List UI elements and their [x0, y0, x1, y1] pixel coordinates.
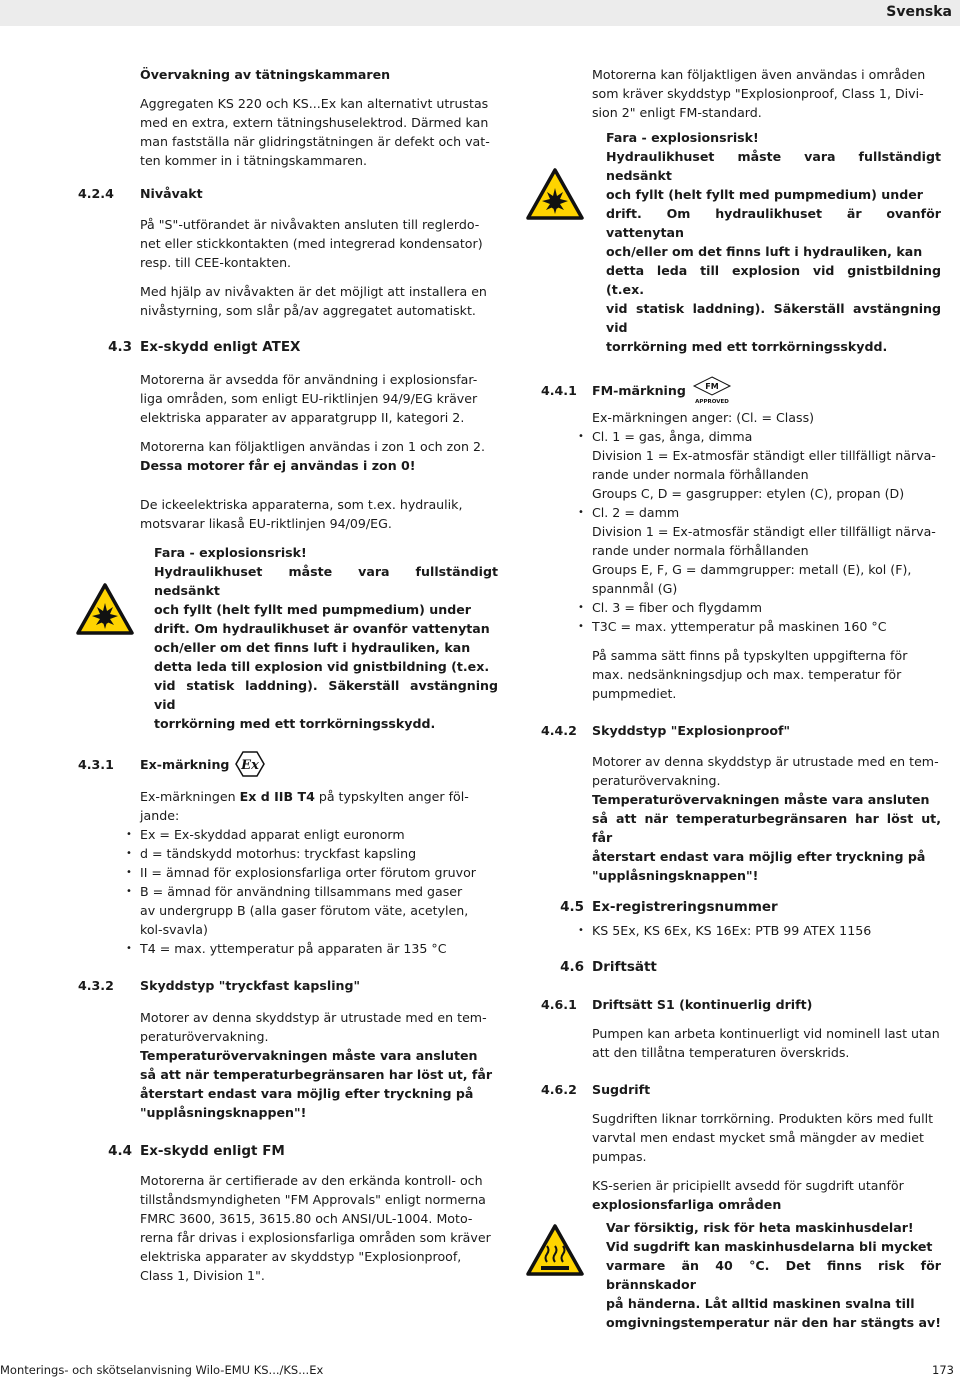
section-title: Skyddstyp "Explosionproof" [592, 723, 791, 738]
text-line: Groups C, D = gasgrupper: etylen (C), propan (D) [592, 486, 905, 501]
tätning-text [140, 94, 498, 170]
section-heading-4-5 [541, 898, 941, 917]
list-item: • Ex = Ex-skyddad apparat enligt euronorm [140, 825, 498, 844]
section-heading-4-4-2 [541, 721, 941, 740]
text-line: Motorerna kan följaktligen användas i zon 1 och zon 2. [140, 439, 485, 454]
warning-line: på händerna. Låt alltid maskinen svalna till [606, 1296, 915, 1311]
warning-line: och fyllt (helt fyllt med pumpmedium) under [606, 187, 924, 202]
hot-surface-warning [592, 1218, 941, 1332]
list-item: • B = ämnad för användning tillsammans med gaser av undergrupp B (alla gaser förutom väte, acetylen, kol-svavla) [140, 882, 480, 939]
warning-line: Var försiktig, risk för heta maskinhusdelar! [606, 1220, 914, 1235]
section-number: 4.3.2 [78, 978, 114, 993]
section-number: 4.3 [108, 339, 132, 355]
explosion-warning-icon [76, 583, 134, 635]
text-line: som kräver skyddstyp "Explosionproof, Class 1, Divi- [592, 86, 924, 101]
text-line: rande under normala förhållanden [592, 543, 809, 558]
tryckfast-text [140, 1008, 498, 1046]
ex-symbol-text: Ex [241, 758, 260, 773]
warning-line: torrkörning med ett torrkörningsskydd. [154, 716, 436, 731]
fm-marking-intro [592, 408, 941, 427]
warning-line: drift. Om hydraulikhuset är ovanför vattenytan [606, 206, 941, 240]
text-line: Division 1 = Ex-atmosfär ständigt eller tillfälligt närva- [592, 448, 936, 463]
ex-marking-intro [140, 787, 498, 825]
fm-approved-icon [692, 376, 732, 404]
section-number: 4.3.1 [78, 756, 114, 772]
warning-line: detta leda till explosion vid gnistbildning (t.ex. [606, 263, 941, 297]
text-line: så att när temperaturbegränsaren har löst ut, får [592, 811, 941, 845]
warning-line: vid statisk laddning). Säkerställ avstängning vid [154, 678, 498, 712]
text-line: rande under normala förhållanden [592, 467, 809, 482]
fm-continued-text [592, 65, 941, 122]
warning-line: varmare än 40 °C. Det finns risk för brännskador [606, 1258, 941, 1292]
nivåvakt-text-2 [140, 282, 498, 320]
text-line: elektriska apparater av apparatgrupp II, kategori 2. [140, 410, 465, 425]
warning-line: Hydraulikhuset måste vara fullständigt nedsänkt [606, 149, 941, 183]
text-line: "upplåsningsknappen"! [140, 1105, 307, 1120]
warning-line: Hydraulikhuset måste vara fullständigt nedsänkt [154, 564, 498, 598]
fm-marking-list [592, 427, 941, 636]
section-heading-4-6-1 [541, 995, 941, 1014]
warning-line: och/eller om det finns luft i hydrauliken, kan [606, 244, 923, 259]
text-line: • Cl. 2 = damm [592, 505, 680, 520]
warning-line: och fyllt (helt fyllt med pumpmedium) under [154, 602, 472, 617]
section-number: 4.5 [560, 899, 584, 915]
warning-line: drift. Om hydraulikhuset är ovanför vattenytan [154, 621, 490, 636]
section-heading-4-6-2 [541, 1080, 941, 1099]
section-number: 4.2.4 [78, 186, 114, 201]
text-line: nivåstyrning, som slår på/av aggregatet automatiskt. [140, 303, 476, 318]
section-title: Nivåvakt [140, 186, 203, 201]
explosionproof-text [592, 752, 941, 790]
atex-text-3 [140, 495, 498, 533]
text-line: spannmål (G) [592, 581, 678, 596]
list-item: • T3C = max. yttemperatur på maskinen 160 °C [592, 617, 941, 636]
text-line: så att när temperaturbegränsaren har löst ut, får [140, 1067, 493, 1082]
section-number: 4.4.1 [541, 382, 577, 398]
section-title: Ex-skydd enligt ATEX [140, 339, 301, 355]
fm-text [140, 1171, 498, 1285]
warning-line: omgivningstemperatur när den har stängts av! [606, 1315, 941, 1330]
section-heading-4-3-1 [78, 751, 498, 777]
list-item: • KS 5Ex, KS 6Ex, KS 16Ex: PTB 99 ATEX 1156 [592, 921, 941, 940]
fm-text-2 [592, 646, 941, 703]
section-title: Driftsätt [592, 959, 657, 975]
text-line: motsvarar likaså EU-riktlinjen 94/09/EG. [140, 516, 392, 531]
text-line: • Cl. 1 = gas, ånga, dimma [592, 429, 753, 444]
hot-surface-warning-icon [526, 1224, 584, 1276]
text-line: Pumpen kan arbeta kontinuerligt vid nominell last utan [592, 1026, 940, 1041]
section-title: Sugdrift [592, 1082, 651, 1097]
text-span: Ex-märkningen [140, 789, 240, 804]
ex-code: Ex d IIB T4 [239, 789, 315, 804]
page-number: 173 [932, 1363, 954, 1377]
section-title: Ex-märkning [140, 756, 230, 772]
tätning-title: Övervakning av tätningskammaren [140, 67, 391, 82]
ex-mark-icon [235, 751, 265, 777]
text-line: Aggregaten KS 220 och KS...Ex kan alternativt utrustas [140, 96, 489, 111]
explosion-warning-icon [526, 168, 584, 220]
list-item: • T4 = max. yttemperatur på apparaten är 135 °C [140, 939, 498, 958]
explosionproof-bold [592, 790, 941, 885]
section-title: Driftsätt S1 (kontinuerlig drift) [592, 997, 813, 1012]
s1-text [592, 1024, 941, 1062]
language-label: Svenska [886, 4, 952, 20]
text-line: max. nedsänkningsdjup och max. temperatur för [592, 667, 902, 682]
section-number: 4.4 [108, 1143, 132, 1159]
warning-line: vid statisk laddning). Säkerställ avstängning vid [606, 301, 941, 335]
section-number: 4.6.2 [541, 1082, 577, 1097]
section-heading-4-3-2 [78, 976, 498, 995]
sugdrift-text [592, 1109, 941, 1166]
text-line: Motorer av denna skyddstyp är utrustade med en tem- [592, 754, 939, 769]
text-line: jande: [140, 808, 180, 823]
text-line: Ex-märkningen anger: (Cl. = Class) [592, 410, 815, 425]
section-number: 4.4.2 [541, 723, 577, 738]
text-line: Temperaturövervakningen måste vara ansluten [140, 1048, 478, 1063]
text-line-bold: Dessa motorer får ej användas i zon 0! [140, 458, 416, 473]
text-line: liga områden, som enligt EU-riktlinjen 94/9/EG kräver [140, 391, 478, 406]
list-item: • Cl. 3 = fiber och flygdamm [592, 598, 941, 617]
header-bar [0, 0, 960, 26]
text-line-bold: explosionsfarliga områden [592, 1197, 782, 1212]
atex-text-2 [140, 437, 498, 475]
nivåvakt-text-1 [140, 215, 498, 272]
text-line: peraturövervakning. [140, 1029, 269, 1044]
warning-line: och/eller om det finns luft i hydrauliken, kan [154, 640, 471, 655]
text-line: net eller stickkontakten (med integrerad kondensator) [140, 236, 483, 251]
text-line: Motorerna kan följaktligen även användas i områden [592, 67, 926, 82]
text-line: med en extra, extern tätningshuselektrod. Därmed kan [140, 115, 489, 130]
text-line: pumpas. [592, 1149, 647, 1164]
fm-symbol-text: FM [705, 382, 719, 391]
warning-title: Fara - explosionsrisk! [606, 130, 759, 145]
text-line: Sugdriften liknar torrkörning. Produkten körs med fullt [592, 1111, 934, 1126]
text-line: På samma sätt finns på typskylten uppgifterna för [592, 648, 908, 663]
section-title: Ex-registreringsnummer [592, 899, 778, 915]
text-line: återstart endast vara möjlig efter tryckning på [592, 849, 926, 864]
explosion-warning-2 [592, 128, 941, 356]
tryckfast-bold [140, 1046, 498, 1122]
text-line: elektriska apparater av skyddstyp "Explosionproof, [140, 1249, 462, 1264]
warning-line: torrkörning med ett torrkörningsskydd. [606, 339, 888, 354]
section-title: Ex-skydd enligt FM [140, 1143, 285, 1159]
left-column [78, 65, 498, 1285]
list-item: • II = ämnad för explosionsfarliga orter förutom gruvor [140, 863, 498, 882]
text-line: "upplåsningsknappen"! [592, 868, 759, 883]
right-column [541, 65, 941, 1332]
text-line: Groups E, F, G = dammgrupper: metall (E), kol (F), [592, 562, 912, 577]
text-line: Motorerna är avsedda för användning i explosionsfar- [140, 372, 478, 387]
registration-list [592, 921, 941, 940]
section-title: Skyddstyp "tryckfast kapsling" [140, 978, 361, 993]
section-title: FM-märkning [592, 382, 686, 398]
section-heading-4-6 [541, 958, 941, 977]
warning-line: Vid sugdrift kan maskinhusdelarna bli mycket [606, 1239, 933, 1254]
text-line: Med hjälp av nivåvakten är det möjligt att installera en [140, 284, 487, 299]
sugdrift-text-2 [592, 1176, 941, 1214]
text-line: Temperaturövervakningen måste vara ansluten [592, 792, 930, 807]
text-line: På "S"-utförandet är nivåvakten ansluten till reglerdo- [140, 217, 480, 232]
section-heading-4-4-1 [541, 376, 941, 404]
explosion-warning-1 [140, 543, 498, 733]
warning-title: Fara - explosionsrisk! [154, 545, 307, 560]
text-line: varvtal men endast mycket små mängder av mediet [592, 1130, 924, 1145]
text-line: resp. till CEE-kontakten. [140, 255, 292, 270]
section-heading-4-4 [78, 1142, 498, 1161]
text-line: FMRC 3600, 3615, 3615.80 och ANSI/UL-1004. Moto- [140, 1211, 473, 1226]
list-item [592, 427, 941, 503]
fm-approved-text: APPROVED [695, 399, 729, 404]
section-heading-4-2-4 [78, 184, 498, 203]
text-line: peraturövervakning. [592, 773, 721, 788]
text-line: rerna får drivas i explosionsfarliga områden som kräver [140, 1230, 491, 1245]
text-line: Motorerna är certifierade av den erkända kontroll- och [140, 1173, 483, 1188]
section-number: 4.6 [560, 959, 584, 975]
list-item [592, 503, 941, 598]
text-line: De ickeelektriska apparaterna, som t.ex. hydraulik, [140, 497, 463, 512]
footer-title: Monterings- och skötselanvisning Wilo-EMU KS.../KS...Ex [0, 1363, 324, 1377]
text-span: på typskylten anger föl- [314, 789, 469, 804]
ex-marking-list [140, 825, 498, 958]
atex-text-1 [140, 370, 498, 427]
list-item: • d = tändskydd motorhus: tryckfast kapsling [140, 844, 498, 863]
text-line: man fastställa när glidringstätningen är defekt och vat- [140, 134, 490, 149]
section-number: 4.6.1 [541, 997, 577, 1012]
text-line: tillståndsmyndigheten "FM Approvals" enligt normerna [140, 1192, 486, 1207]
text-line: sion 2" enligt FM-standard. [592, 105, 762, 120]
text-line: Class 1, Division 1". [140, 1268, 265, 1283]
section-heading-4-3 [78, 338, 498, 357]
text-line [140, 787, 498, 806]
text-line: Motorer av denna skyddstyp är utrustade med en tem- [140, 1010, 487, 1025]
text-line: Division 1 = Ex-atmosfär ständigt eller tillfälligt närva- [592, 524, 936, 539]
text-line: återstart endast vara möjlig efter tryckning på [140, 1086, 474, 1101]
text-line: ten kommer in i tätningskammaren. [140, 153, 367, 168]
text-line: pumpmediet. [592, 686, 677, 701]
text-line: att den tillåtna temperaturen överskrids. [592, 1045, 850, 1060]
warning-line: detta leda till explosion vid gnistbildning (t.ex. [154, 659, 490, 674]
text-line: KS-serien är pricipiellt avsedd för sugdrift utanför [592, 1178, 904, 1193]
